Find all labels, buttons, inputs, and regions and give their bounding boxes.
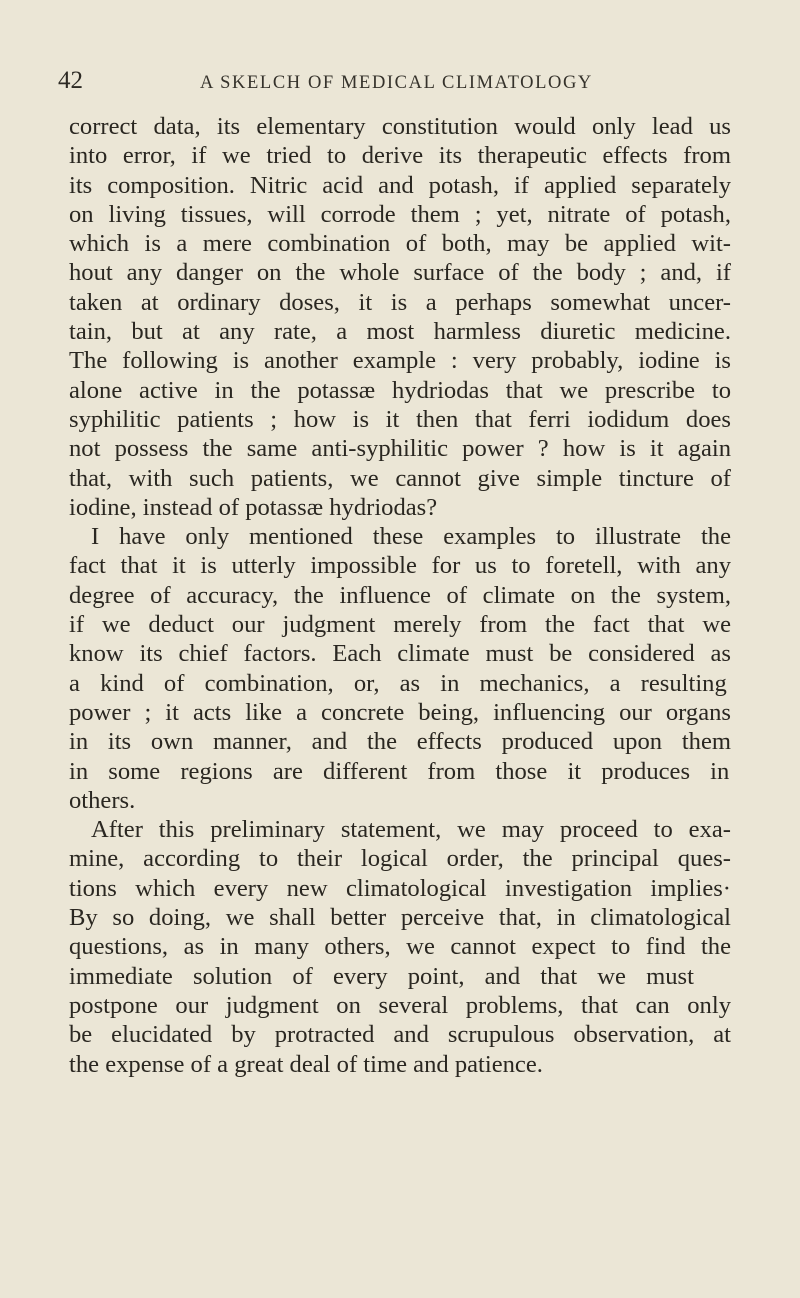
text-line: After this preliminary statement, we may proceed to exa- — [91, 816, 731, 844]
text-line: that, with such patients, we cannot give simple tincture of — [69, 464, 731, 492]
text-line: its composition. Nitric acid and potash, if applied separately — [69, 171, 731, 199]
text-line: power ; it acts like a concrete being, influencing our organs — [69, 698, 731, 726]
text-line: a kind of combination, or, as in mechanics, a resulting — [69, 669, 727, 697]
text-line: By so doing, we shall better perceive that, in climatological — [69, 904, 731, 932]
text-line: fact that it is utterly impossible for us to foretell, with any — [69, 552, 731, 580]
text-line: The following is another example : very probably, iodine is — [69, 347, 731, 375]
text-line: mine, according to their logical order, the principal ques- — [69, 845, 731, 873]
text-line: syphilitic patients ; how is it then that ferri iodidum does — [69, 405, 731, 433]
text-line: not possess the same anti-syphilitic power ? how is it again — [69, 435, 731, 463]
page-number: 42 — [58, 67, 83, 94]
body-text — [69, 112, 769, 1079]
text-line: into error, if we tried to derive its therapeutic effects from — [69, 142, 731, 170]
running-title: A SKELCH OF MEDICAL CLIMATOLOGY — [200, 73, 593, 93]
text-line: questions, as in many others, we cannot expect to find the — [69, 933, 731, 961]
text-line: alone active in the potassæ hydriodas that we prescribe to — [69, 376, 731, 404]
text-line: on living tissues, will corrode them ; yet, nitrate of potash, — [69, 200, 731, 228]
text-line: the expense of a great deal of time and patience. — [69, 1050, 543, 1078]
page-header — [58, 66, 758, 102]
text-line: know its chief factors. Each climate must be considered as — [69, 640, 731, 668]
text-line: tain, but at any rate, a most harmless diuretic medicine. — [69, 318, 731, 346]
text-line: hout any danger on the whole surface of the body ; and, if — [69, 259, 731, 287]
text-line: degree of accuracy, the influence of climate on the system, — [69, 581, 731, 609]
text-line: which is a mere combination of both, may be applied wit- — [69, 230, 731, 258]
text-line: in its own manner, and the effects produced upon them — [69, 728, 731, 756]
text-line: I have only mentioned these examples to illustrate the — [91, 523, 731, 551]
text-line: taken at ordinary doses, it is a perhaps somewhat uncer- — [69, 288, 731, 316]
text-line: be elucidated by protracted and scrupulous observation, at — [69, 1021, 731, 1049]
text-line: postpone our judgment on several problems, that can only — [69, 991, 731, 1019]
text-line: others. — [69, 786, 136, 814]
text-line: immediate solution of every point, and that we must — [69, 962, 694, 990]
text-line: tions which every new climatological investigation implies· — [69, 874, 731, 902]
text-line: correct data, its elementary constitution would only lead us — [69, 113, 731, 140]
text-line: iodine, instead of potassæ hydriodas? — [69, 493, 438, 521]
text-line: in some regions are different from those it produces in — [69, 757, 730, 785]
text-line: if we deduct our judgment merely from the fact that we — [69, 611, 731, 639]
